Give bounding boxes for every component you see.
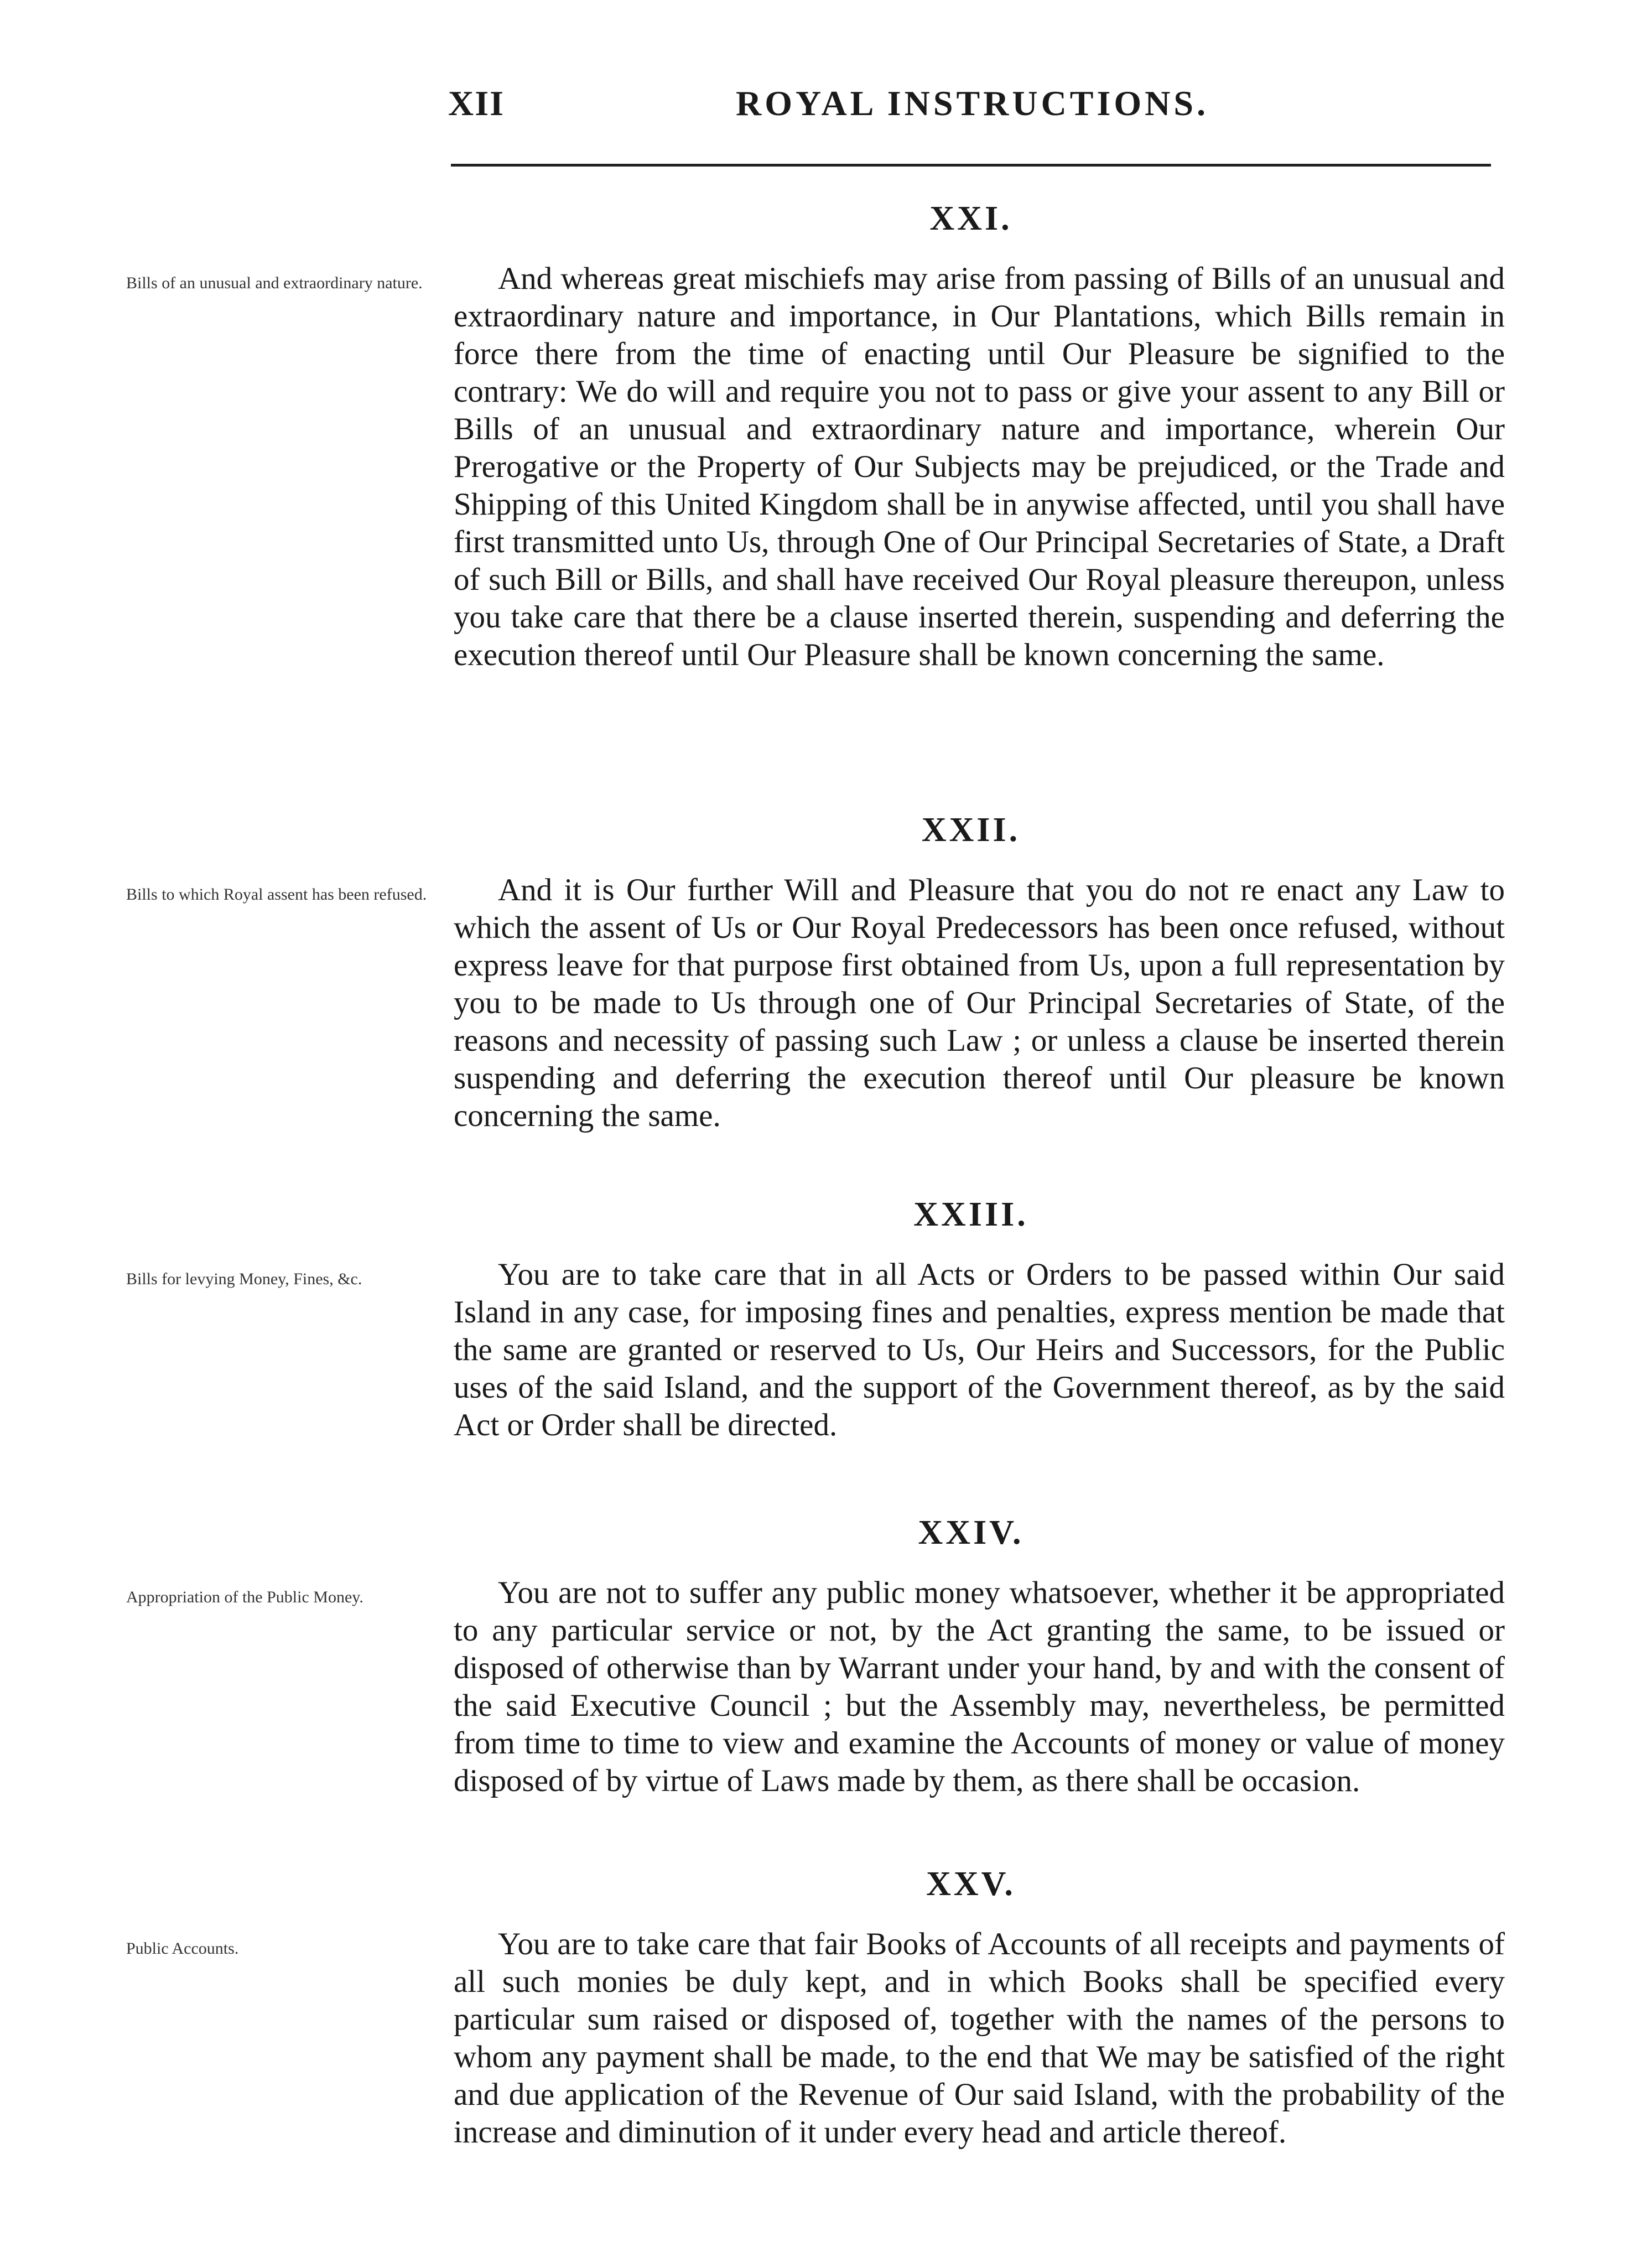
header-rule: [451, 164, 1491, 167]
margin-note: Bills for levying Money, Fines, &c.: [126, 1270, 362, 1288]
article-numeral: XXIV.: [918, 1514, 1024, 1551]
article-numeral: XXV.: [926, 1865, 1016, 1903]
article-text: You are not to suffer any public money whatsoever, whether it be appropriated to any particular service or not, by the Act granting the same, to be issued or disposed of otherwise than by Warrant under your hand, by and with the consent of the said Executive Council ; but the Assembly may, nevertheless, be permitted from time to time to view and examine the Accounts of money or value of money disposed of by virtue of Laws made by them, as there shall be occasion.: [454, 1575, 1505, 1798]
article-numeral: XXIII.: [913, 1196, 1028, 1233]
article-text: You are to take care that fair Books of Accounts of all receipts and payments of all such monies be duly kept, and in which Books shall be specified every particular sum raised or disposed of, together with the names of the persons to whom any payment shall be made, to the end that We may be satisfied of the right and due application of the Revenue of Our said Island, with the probability of the increase and diminution of it under every head and article thereof.: [454, 1927, 1505, 2150]
article-numeral: XXII.: [921, 811, 1021, 849]
article-numeral: XXI.: [929, 200, 1012, 237]
article-text: You are to take care that in all Acts or Orders to be passed within Our said Island in any case, for imposing fines and penalties, express mention be made that the same are granted or reserved to Us, Our Heirs and Successors, for the Public uses of the said Island, and the support of the Government thereof, as by the said Act or Order shall be directed.: [454, 1257, 1505, 1442]
running-title: ROYAL INSTRUCTIONS.: [736, 84, 1209, 123]
article-text: And whereas great mischiefs may arise from passing of Bills of an unusual and extraordinary nature and importance, in Our Plantations, which Bills remain in force there from the time of enacting until Our Pleasure be signified to the contrary: We do will and require you not to pass or give your assent to any Bill or Bills of an unusual and extraordinary nature and importance, wherein Our Prerogative or the Property of Our Subjects may be prejudiced, or the Trade and Shipping of this United Kingdom shall be in anywise affected, until you shall have first transmitted unto Us, through One of Our Principal Secretaries of State, a Draft of such Bill or Bills, and shall have received Our Royal pleasure thereupon, unless you take care that there be a clause inserted therein, suspending and deferring the execution thereof until Our Pleasure shall be known concerning the same.: [454, 261, 1505, 672]
margin-note: Bills to which Royal assent has been refused.: [126, 885, 427, 904]
margin-note: Public Accounts.: [126, 1939, 239, 1958]
margin-note: Appropriation of the Public Money.: [126, 1588, 363, 1606]
article-text: And it is Our further Will and Pleasure that you do not re enact any Law to which the assent of Us or Our Royal Predecessors has been once refused, without express leave for that purpose first obtained from Us, upon a full representation by you to be made to Us through one of Our Principal Secretaries of State, of the reasons and necessity of passing such Law ; or unless a clause be inserted therein suspending and deferring the execution thereof until Our pleasure be known concerning the same.: [454, 873, 1505, 1133]
page-header: [448, 83, 1499, 133]
margin-note: Bills of an unusual and extraordinary nature.: [126, 274, 423, 292]
page-number: XII: [448, 84, 505, 123]
